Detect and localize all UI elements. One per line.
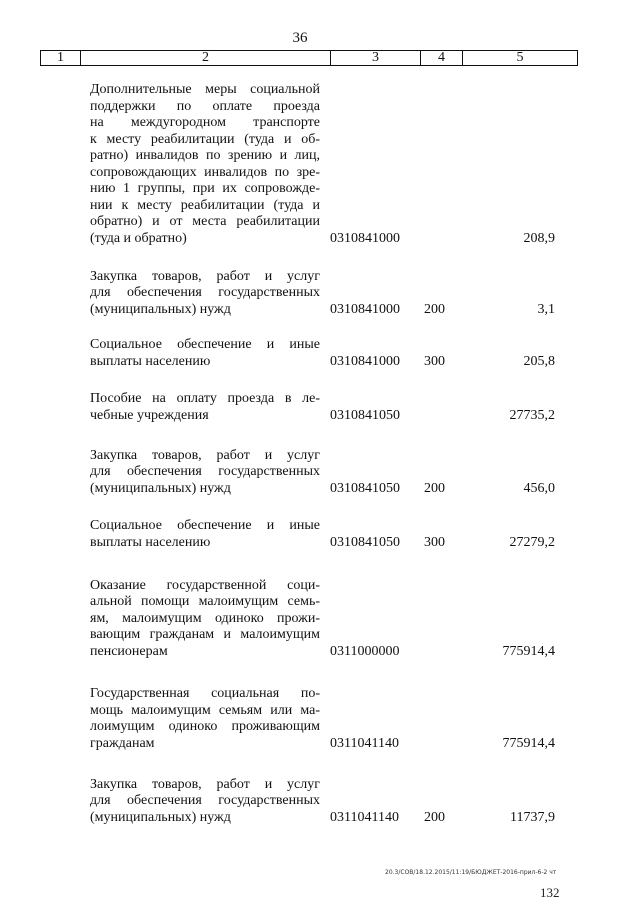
row-code: 0310841000 — [330, 230, 400, 246]
row-description-line: (муниципальных) нужд — [90, 301, 231, 317]
row-amount: 205,8 — [523, 353, 555, 369]
row-description-line: выплаты населению — [90, 353, 211, 369]
row-amount: 3,1 — [537, 301, 555, 317]
row-description-line: для обеспечения государственных — [90, 464, 320, 479]
row-description-line: вающим гражданам и малоимущим — [90, 627, 320, 642]
row-description-line: Дополнительные меры социальной — [90, 82, 320, 97]
column-header-5: 5 — [463, 51, 578, 66]
row-description-line: альной помощи малоимущим семь- — [90, 594, 320, 609]
row-description-line: ям, малоимущим одиноко прожи- — [90, 610, 320, 626]
row-amount: 775914,4 — [502, 735, 555, 751]
row-amount: 27735,2 — [509, 407, 555, 423]
row-description-line: Государственная социальная по- — [90, 686, 320, 701]
row-description-line: мощь малоимущим семьям или ма- — [90, 702, 320, 718]
row-description-line: Пособие на оплату проезда в ле- — [90, 391, 320, 406]
row-code: 0310841000 — [330, 301, 400, 317]
row-code: 0310841050 — [330, 480, 400, 496]
row-description-line: к месту реабилитации (туда и об- — [90, 131, 320, 147]
row-description-line: (муниципальных) нужд — [90, 809, 231, 825]
row-description-line: поддержки по оплате проезда — [90, 98, 320, 114]
row-code: 0311041140 — [330, 809, 399, 825]
column-header-3: 3 — [331, 51, 421, 66]
row-description-line: обратно) и от места реабилитации — [90, 214, 320, 229]
row-description-line: для обеспечения государственных — [90, 793, 320, 808]
row-description-line: Социальное обеспечение и иные — [90, 518, 320, 533]
row-description-line: Закупка товаров, работ и услуг — [90, 268, 320, 284]
row-description-line: на междугородном транспорте — [90, 115, 320, 130]
row-description-line: чебные учреждения — [90, 407, 209, 423]
row-expense-type: 300 — [424, 534, 445, 550]
row-description-line: Оказание государственной соци- — [90, 577, 320, 593]
row-code: 0311000000 — [330, 643, 400, 659]
row-description-line: для обеспечения государственных — [90, 285, 320, 300]
column-header-1: 1 — [41, 51, 81, 66]
row-amount: 775914,4 — [502, 643, 555, 659]
row-description-line: ратно) инвалидов по зрению и лиц, — [90, 148, 320, 163]
row-description-line: выплаты населению — [90, 534, 211, 550]
row-description-line: Закупка товаров, работ и услуг — [90, 447, 320, 463]
row-description-line: лоимущим одиноко проживающим — [90, 719, 320, 734]
row-expense-type: 200 — [424, 480, 445, 496]
row-description-line: пенсионерам — [90, 643, 168, 659]
row-description-line: сопровождающих инвалидов по зре- — [90, 164, 320, 180]
row-description-line: (муниципальных) нужд — [90, 480, 231, 496]
row-expense-type: 300 — [424, 353, 445, 369]
row-description — [90, 777, 320, 827]
row-code: 0310841050 — [330, 407, 400, 423]
row-expense-type: 200 — [424, 809, 445, 825]
row-description-line: нию 1 группы, при их сопровожде- — [90, 181, 320, 196]
row-amount: 456,0 — [523, 480, 555, 496]
row-amount: 208,9 — [523, 230, 555, 246]
column-header-2: 2 — [81, 51, 331, 66]
row-code: 0311041140 — [330, 735, 399, 751]
row-amount: 11737,9 — [510, 809, 555, 825]
row-description-line: (туда и обратно) — [90, 230, 187, 246]
page-number: 36 — [292, 30, 308, 46]
column-header-4: 4 — [421, 51, 463, 66]
row-code: 0310841050 — [330, 534, 400, 550]
row-amount: 27279,2 — [509, 534, 555, 550]
footer-page-number: 132 — [540, 885, 560, 900]
row-description-line: гражданам — [90, 735, 155, 751]
row-code: 0310841000 — [330, 353, 400, 369]
row-description-line: нии к месту реабилитации (туда и — [90, 197, 320, 213]
row-description-line: Социальное обеспечение и иные — [90, 337, 320, 352]
footer-stamp: 20.3/СОВ/18.12.2015/11:19/БЮДЖЕТ-2016-прил-6-2 чт — [385, 869, 557, 876]
row-expense-type: 200 — [424, 301, 445, 317]
row-description-line: Закупка товаров, работ и услуг — [90, 776, 320, 792]
